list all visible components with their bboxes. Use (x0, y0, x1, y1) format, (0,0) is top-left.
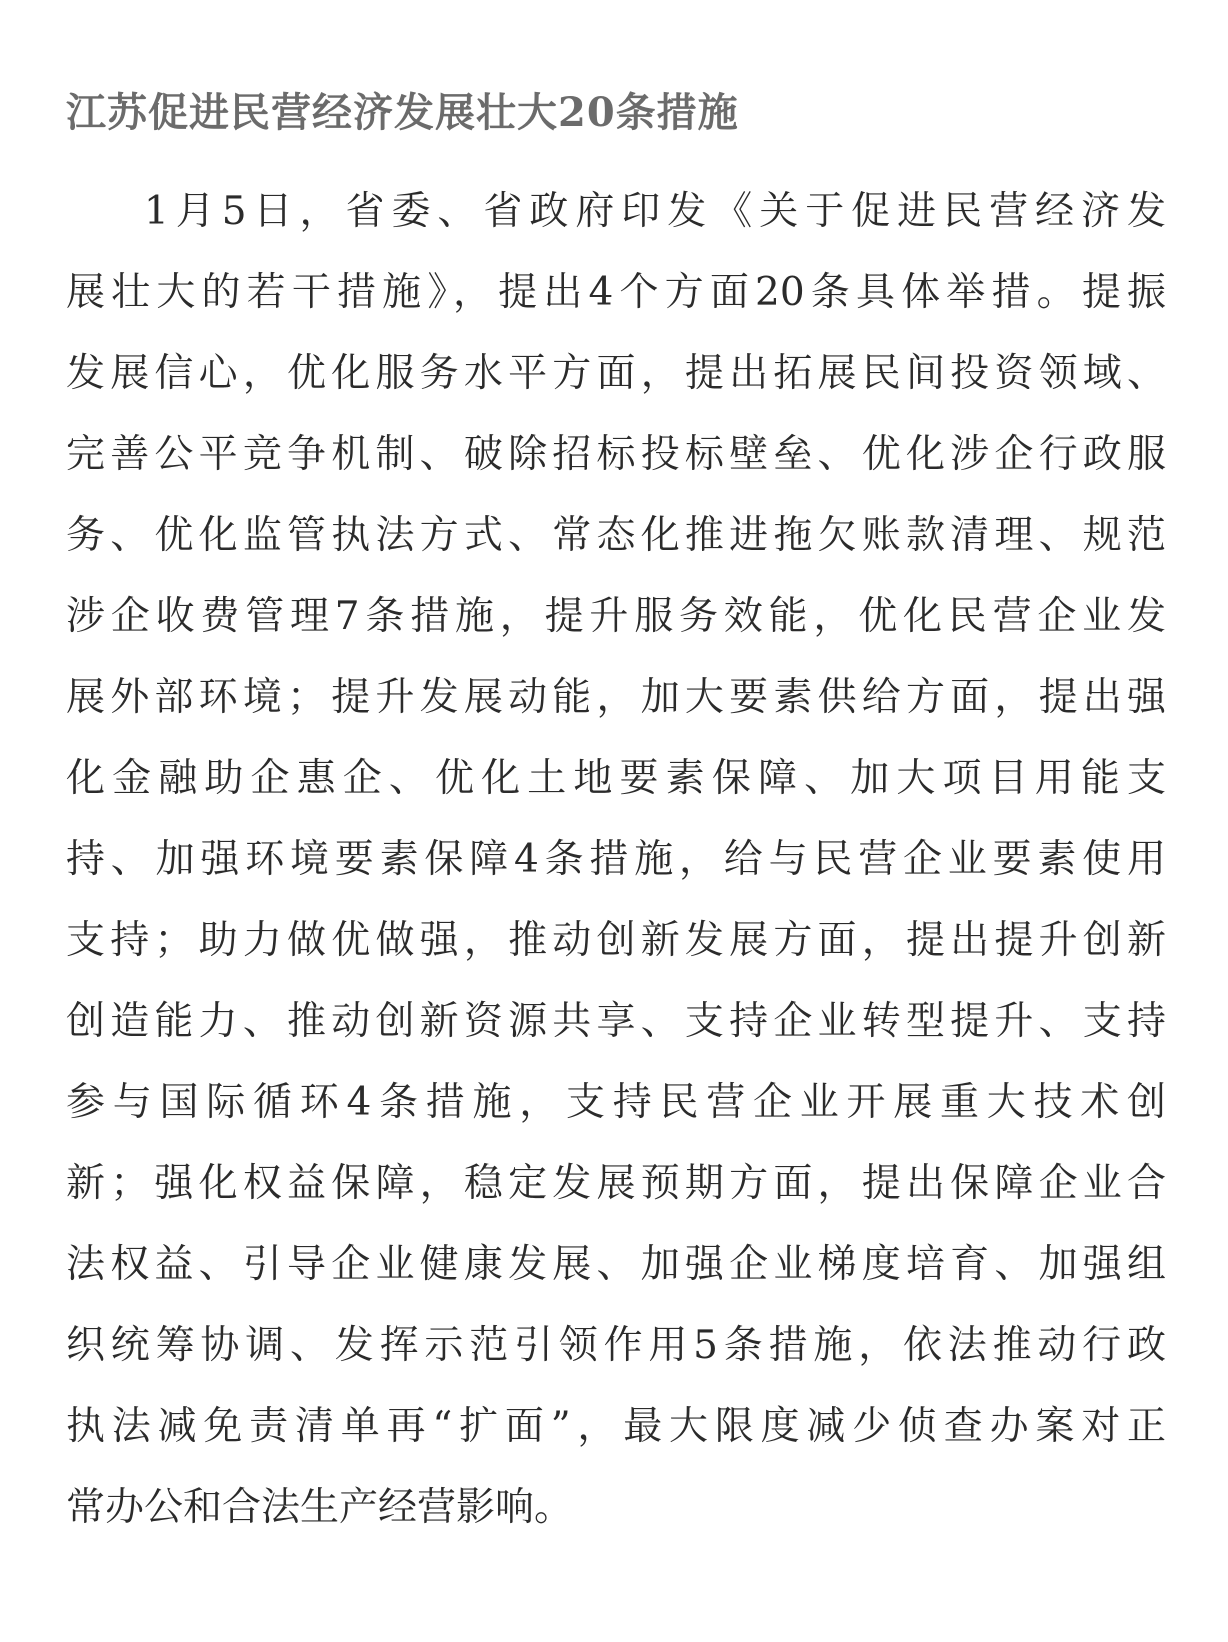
paragraph-line-17: 常办公和合法生产经营影响。 (66, 1485, 574, 1530)
paragraph-line-14: 法权益、引导企业健康发展、加强企业梯度培育、加强组 (66, 1242, 1166, 1287)
paragraph-line-6: 涉企收费管理7条措施，提升服务效能，优化民营企业发 (66, 594, 1166, 639)
article-body (66, 171, 1166, 1548)
paragraph-line-13: 新；强化权益保障，稳定发展预期方面，提出保障企业合 (66, 1161, 1166, 1206)
paragraph-line-8: 化金融助企惠企、优化土地要素保障、加大项目用能支 (66, 756, 1166, 801)
paragraph-line-3: 发展信心，优化服务水平方面，提出拓展民间投资领域、 (66, 351, 1166, 396)
paragraph-line-5: 务、优化监管执法方式、常态化推进拖欠账款清理、规范 (66, 513, 1166, 558)
paragraph-line-7: 展外部环境；提升发展动能，加大要素供给方面，提出强 (66, 675, 1166, 720)
paragraph-line-15: 织统筹协调、发挥示范引领作用5条措施，依法推动行政 (66, 1323, 1166, 1368)
paragraph-line-10: 支持；助力做优做强，推动创新发展方面，提出提升创新 (66, 918, 1166, 963)
paragraph-line-11: 创造能力、推动创新资源共享、支持企业转型提升、支持 (66, 999, 1166, 1044)
paragraph-line-9: 持、加强环境要素保障4条措施，给与民营企业要素使用 (66, 837, 1166, 882)
paragraph-line-2: 展壮大的若干措施》，提出4个方面20条具体举措。提振 (66, 270, 1166, 315)
paragraph-line-12: 参与国际循环4条措施，支持民营企业开展重大技术创 (66, 1080, 1166, 1125)
paragraph-line-16: 执法减免责清单再“扩面”，最大限度减少侦查办案对正 (66, 1404, 1166, 1449)
article-title: 江苏促进民营经济发展壮大20条措施 (66, 89, 739, 136)
paragraph-line-1: 1月5日，省委、省政府印发《关于促进民营经济发 (144, 189, 1166, 234)
paragraph-line-4: 完善公平竞争机制、破除招标投标壁垒、优化涉企行政服 (66, 432, 1166, 477)
